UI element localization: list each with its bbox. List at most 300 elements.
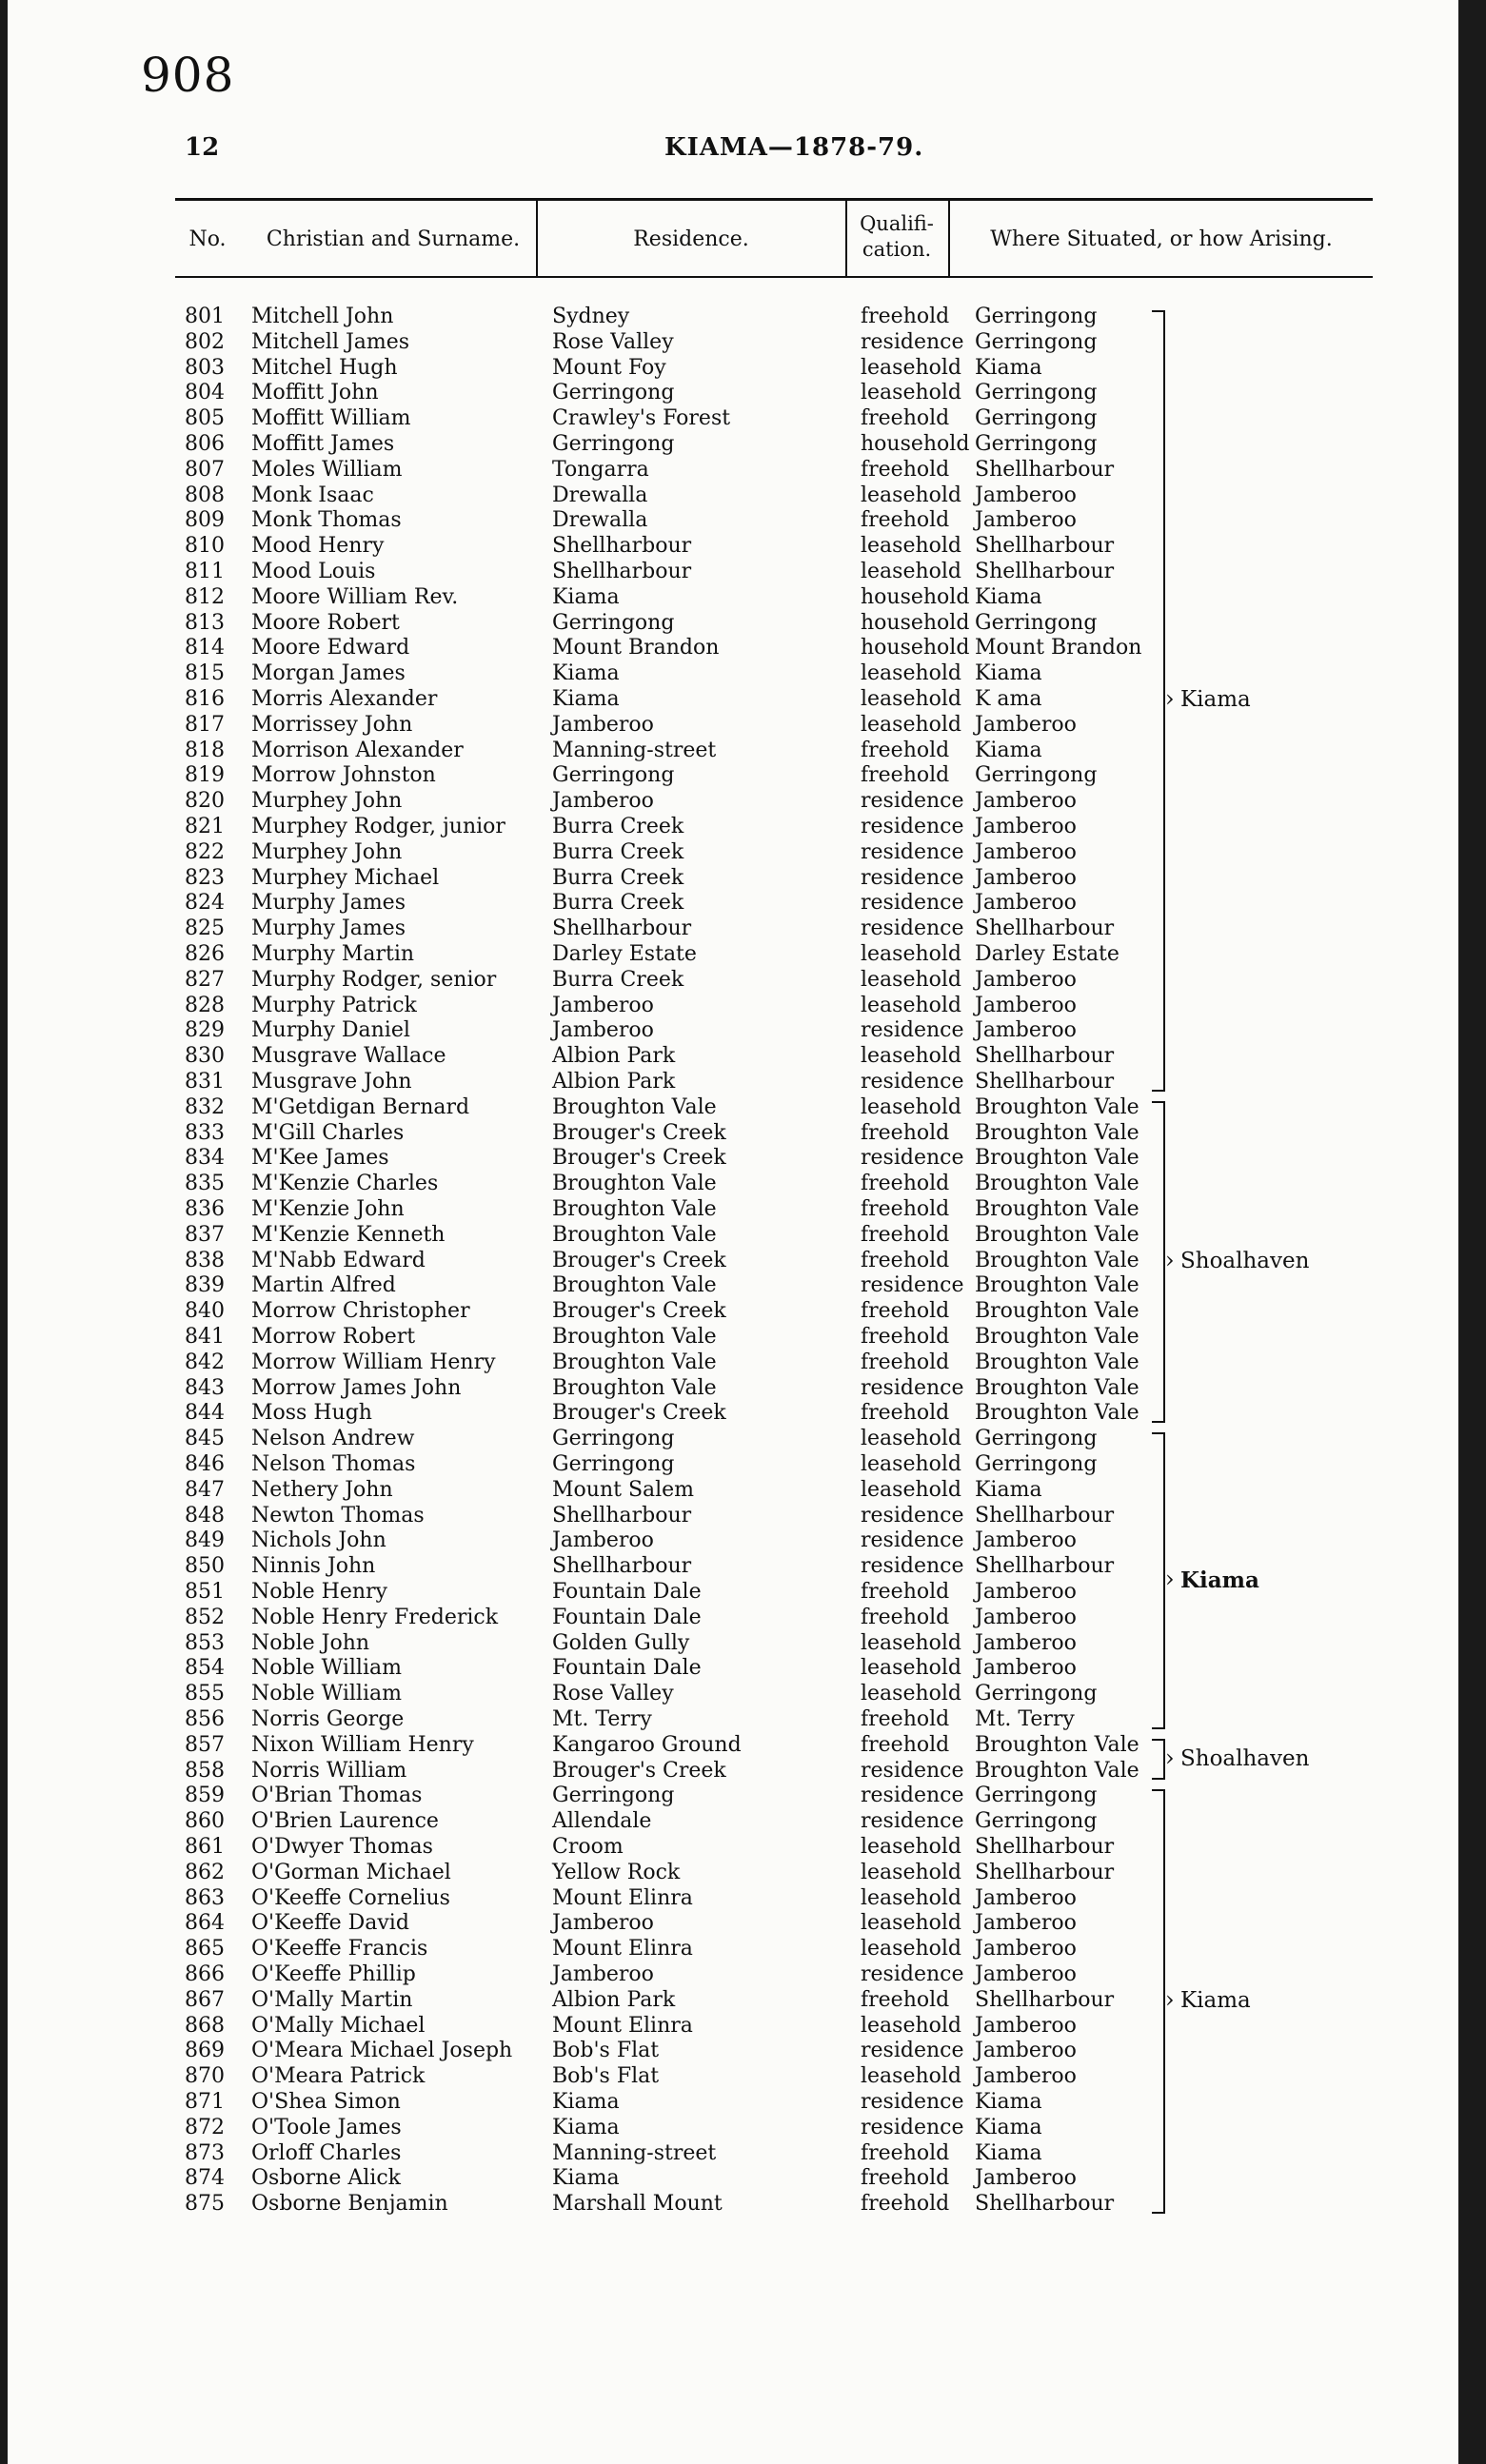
qualification: residence [861,891,964,916]
table-row [8,815,1378,839]
residence: Mount Elinra [552,1885,693,1910]
bracket-hook [1152,1789,1165,1791]
voter-name: Mitchell John [251,305,394,328]
residence: Fountain Dale [552,1580,702,1604]
qualification: residence [861,1758,964,1783]
qualification: freehold [861,457,950,482]
voter-number: 843 [185,1375,225,1400]
table-row [8,483,1378,508]
residence: Burra Creek [552,891,684,916]
residence: Broughton Vale [552,1350,717,1374]
voter-name: O'Mally Michael [251,2013,426,2038]
where-situated: Broughton Vale [975,1299,1139,1324]
voter-name: Moore Edward [251,636,410,660]
table-row [8,1911,1378,1936]
qualification: residence [861,1375,964,1400]
residence: Bob's Flat [552,2064,660,2089]
residence: Brouger's Creek [552,1120,726,1145]
qualification: leasehold [861,381,962,405]
where-situated: Mount Brandon [975,636,1142,660]
voter-number: 835 [185,1172,225,1196]
residence: Kiama [552,2166,620,2191]
qualification: freehold [861,2140,950,2165]
voter-number: 872 [185,2115,225,2139]
where-situated: Gerringong [975,406,1098,431]
voter-number: 839 [185,1273,225,1298]
where-situated: Gerringong [975,1809,1098,1834]
qualification: residence [861,1018,964,1043]
voter-name: M'Kenzie Charles [251,1172,439,1196]
voter-number: 855 [185,1682,225,1706]
qualification: residence [861,865,964,890]
table-row [8,1350,1378,1375]
qualification: leasehold [861,1094,962,1119]
voter-number: 809 [185,508,225,533]
voter-number: 826 [185,942,225,966]
where-situated: Jamberoo [975,2013,1077,2038]
voter-name: Morrow James John [251,1375,462,1400]
qualification: freehold [861,1120,950,1145]
residence: Brouger's Creek [552,1299,726,1324]
residence: Broughton Vale [552,1222,717,1247]
voter-name: Ninnis John [251,1554,376,1579]
voter-name: Monk Isaac [251,483,374,507]
qualification: freehold [861,1580,950,1604]
voter-name: Nelson Thomas [251,1452,416,1476]
voter-name: M'Kenzie John [251,1197,405,1221]
voter-number: 854 [185,1656,225,1681]
qualification: leasehold [861,1630,962,1655]
where-situated: Kiama [975,1477,1042,1502]
header-divider [845,201,847,276]
qualification: residence [861,1554,964,1579]
qualification: household [861,584,970,609]
qualification: residence [861,2090,964,2114]
where-situated: Darley Estate [975,942,1119,966]
qualification: freehold [861,305,950,328]
voter-name: Noble William [251,1656,402,1681]
qualification: residence [861,2115,964,2139]
voter-number: 834 [185,1146,225,1171]
bracket-hook [1152,1778,1165,1780]
voter-name: Musgrave John [251,1070,412,1094]
table-row [8,840,1378,865]
table-row [8,458,1378,483]
where-situated: Jamberoo [975,1937,1077,1961]
qualification: freehold [861,738,950,762]
where-situated: Broughton Vale [975,1120,1139,1145]
qualification: leasehold [861,483,962,507]
table-row [8,1631,1378,1656]
where-situated: Jamberoo [975,1911,1077,1936]
where-situated: Jamberoo [975,1885,1077,1910]
voter-number: 845 [185,1427,225,1451]
residence: Jamberoo [552,1528,654,1553]
residence: Brouger's Creek [552,1146,726,1171]
voter-name: Murphey John [251,789,403,814]
residence: Kiama [552,584,620,609]
where-situated: Jamberoo [975,1630,1077,1655]
qualification: freehold [861,508,950,533]
voter-name: Murphy Martin [251,942,415,966]
residence: Mount Salem [552,1477,695,1502]
where-situated: Broughton Vale [975,1172,1139,1196]
qualification: leasehold [861,1427,962,1451]
voter-name: Osborne Alick [251,2166,401,2191]
voter-name: Murphy Daniel [251,1018,410,1043]
qualification: residence [861,917,964,941]
residence: Albion Park [552,1987,676,2012]
qualification: residence [861,1146,964,1171]
table-row [8,763,1378,788]
table-row [8,866,1378,891]
table-row [8,994,1378,1018]
qualification: freehold [861,1299,950,1324]
header-residence: Residence. [633,227,749,251]
voter-name: Nelson Andrew [251,1427,415,1451]
where-situated: Shellharbour [975,1044,1115,1069]
qualification: residence [861,815,964,838]
voter-number: 870 [185,2064,225,2089]
residence: Manning-street [552,738,717,762]
residence: Yellow Rock [552,1860,681,1884]
residence: Gerringong [552,1784,675,1808]
voter-number: 837 [185,1222,225,1247]
voter-number: 807 [185,457,225,482]
where-situated: Jamberoo [975,789,1077,814]
table-row [8,305,1378,329]
table-row [8,1962,1378,1987]
voter-number: 810 [185,534,225,559]
table-row [8,2141,1378,2166]
where-situated: Jamberoo [975,2166,1077,2191]
voter-name: Noble John [251,1630,370,1655]
qualification: freehold [861,1987,950,2012]
table-row [8,1861,1378,1885]
where-situated: Jamberoo [975,2039,1077,2063]
folio-number: 908 [141,48,235,103]
where-situated: Jamberoo [975,865,1077,890]
where-situated: Broughton Vale [975,1094,1139,1119]
voter-number: 842 [185,1350,225,1374]
table-row [8,2116,1378,2140]
residence: Drewalla [552,483,648,507]
residence: Kiama [552,661,620,686]
voter-name: O'Meara Michael Joseph [251,2039,513,2063]
voter-name: Orloff Charles [251,2140,402,2165]
where-situated: Gerringong [975,1452,1098,1476]
bracket-hook [1152,1090,1165,1092]
voter-name: Newton Thomas [251,1503,425,1528]
voter-name: O'Meara Patrick [251,2064,426,2089]
table-row [8,381,1378,405]
where-situated: Jamberoo [975,891,1077,916]
residence: Albion Park [552,1070,676,1094]
residence: Tongarra [552,457,649,482]
where-situated: Shellharbour [975,534,1115,559]
page-number: 12 [185,133,220,162]
where-situated: Shellharbour [975,917,1115,941]
table-row [8,1937,1378,1961]
where-situated: Jamberoo [975,1018,1077,1043]
where-situated: Broughton Vale [975,1248,1139,1272]
where-situated: Gerringong [975,432,1098,456]
voter-name: Murphy Patrick [251,993,417,1017]
voter-number: 801 [185,305,225,328]
voter-number: 812 [185,584,225,609]
qualification: freehold [861,1401,950,1426]
voter-number: 819 [185,763,225,788]
running-title: KIAMA—1878-79. [664,133,924,162]
voter-number: 811 [185,560,225,583]
where-situated: Jamberoo [975,1528,1077,1553]
residence: Burra Creek [552,839,684,864]
residence: Gerringong [552,381,675,405]
voter-name: Nixon William Henry [251,1732,474,1757]
table-row [8,1172,1378,1196]
voter-number: 808 [185,483,225,507]
voter-name: Morgan James [251,661,406,686]
table-row [8,661,1378,686]
voter-number: 862 [185,1860,225,1884]
qualification: leasehold [861,661,962,686]
residence: Kiama [552,2090,620,2114]
table-row [8,968,1378,993]
qualification: leasehold [861,1682,962,1706]
voter-name: Moore William Rev. [251,584,459,609]
table-row [8,560,1378,584]
table-row [8,585,1378,610]
bracket-point-icon: › [1165,1247,1175,1273]
voter-number: 822 [185,839,225,864]
qualification: freehold [861,763,950,788]
residence: Gerringong [552,432,675,456]
voter-number: 817 [185,712,225,737]
where-situated: Jamberoo [975,815,1077,838]
voter-name: Murphey Rodger, junior [251,815,505,838]
voter-number: 856 [185,1707,225,1731]
where-situated: Broughton Vale [975,1222,1139,1247]
residence: Gerringong [552,610,675,635]
table-row [8,1835,1378,1860]
voter-number: 820 [185,789,225,814]
qualification: freehold [861,1732,950,1757]
residence: Bob's Flat [552,2039,660,2063]
residence: Kangaroo Ground [552,1732,742,1757]
voter-number: 825 [185,917,225,941]
where-situated: Gerringong [975,329,1098,354]
voter-number: 869 [185,2039,225,2063]
table-row [8,1528,1378,1553]
voter-number: 858 [185,1758,225,1783]
qualification: freehold [861,1350,950,1374]
voter-name: Moffitt John [251,381,379,405]
where-situated: Kiama [975,584,1042,609]
voter-number: 833 [185,1120,225,1145]
table-row [8,1784,1378,1808]
where-situated: Jamberoo [975,993,1077,1017]
table-row [8,1325,1378,1350]
voter-name: Murphy James [251,917,406,941]
table-row [8,1452,1378,1477]
qualification: leasehold [861,1452,962,1476]
where-situated: Gerringong [975,381,1098,405]
voter-name: M'Gill Charles [251,1120,405,1145]
where-situated: Shellharbour [975,1987,1115,2012]
table-row [8,917,1378,941]
voter-name: M'Kee James [251,1146,389,1171]
qualification: leasehold [861,1656,962,1681]
qualification: freehold [861,1172,950,1196]
residence: Marshall Mount [552,2192,723,2217]
voter-number: 868 [185,2013,225,2038]
residence: Rose Valley [552,329,674,354]
voter-name: Morrow Christopher [251,1299,470,1324]
voter-name: Morrison Alexander [251,738,464,762]
residence: Shellharbour [552,1554,692,1579]
residence: Gerringong [552,763,675,788]
table-row [8,1146,1378,1171]
residence: Broughton Vale [552,1375,717,1400]
voter-name: Martin Alfred [251,1273,396,1298]
where-situated: Broughton Vale [975,1325,1139,1349]
bracket-point-icon: › [1165,1566,1175,1592]
qualification: leasehold [861,560,962,583]
qualification: freehold [861,1325,950,1349]
residence: Darley Estate [552,942,697,966]
table-row [8,739,1378,763]
residence: Broughton Vale [552,1172,717,1196]
voter-number: 821 [185,815,225,838]
where-situated: Kiama [975,738,1042,762]
voter-number: 848 [185,1503,225,1528]
residence: Jamberoo [552,1018,654,1043]
qualification: leasehold [861,1477,962,1502]
where-situated: Gerringong [975,1427,1098,1451]
voter-number: 802 [185,329,225,354]
where-situated: Jamberoo [975,2064,1077,2089]
qualification: leasehold [861,534,962,559]
voter-name: Mood Louis [251,560,376,583]
table-row [8,508,1378,533]
residence: Fountain Dale [552,1656,702,1681]
qualification: household [861,432,970,456]
bracket-hook [1152,1727,1165,1729]
header-no: No. [188,227,227,251]
voter-number: 850 [185,1554,225,1579]
voter-number: 823 [185,865,225,890]
residence: Jamberoo [552,712,654,737]
qualification: leasehold [861,1937,962,1961]
qualification: household [861,636,970,660]
table-row [8,1427,1378,1451]
table-row [8,1401,1378,1426]
voter-name: Mitchell James [251,329,410,354]
voter-number: 852 [185,1605,225,1629]
voter-number: 828 [185,993,225,1017]
voter-number: 859 [185,1784,225,1808]
where-situated: Broughton Vale [975,1350,1139,1374]
voter-number: 874 [185,2166,225,2191]
where-situated: Jamberoo [975,1656,1077,1681]
table-row [8,2039,1378,2063]
table-row [8,1044,1378,1069]
residence: Fountain Dale [552,1605,702,1629]
qualification: leasehold [861,687,962,711]
where-situated: Kiama [975,2115,1042,2139]
voter-number: 860 [185,1809,225,1834]
residence: Broughton Vale [552,1094,717,1119]
table-row [8,636,1378,660]
voter-name: Noble Henry Frederick [251,1605,499,1629]
where-situated: Shellharbour [975,1554,1115,1579]
voter-number: 867 [185,1987,225,2012]
voter-name: Moss Hugh [251,1401,372,1426]
voter-name: Osborne Benjamin [251,2192,448,2217]
residence: Drewalla [552,508,648,533]
voter-name: Morrissey John [251,712,413,737]
table-row [8,891,1378,916]
residence: Jamberoo [552,1911,654,1936]
where-situated: Kiama [975,2090,1042,2114]
qualification: residence [861,1962,964,1986]
residence: Mount Elinra [552,1937,693,1961]
residence: Broughton Vale [552,1273,717,1298]
bracket-hook [1152,1432,1165,1434]
voter-name: M'Kenzie Kenneth [251,1222,446,1247]
qualification: residence [861,1784,964,1808]
voter-name: Musgrave Wallace [251,1044,446,1069]
voter-name: O'Dwyer Thomas [251,1835,433,1859]
table-row [8,2064,1378,2089]
residence: Shellharbour [552,917,692,941]
voter-name: Monk Thomas [251,508,402,533]
qualification: residence [861,1070,964,1094]
table-row [8,1682,1378,1706]
table-row [8,1299,1378,1324]
where-situated: Broughton Vale [975,1273,1139,1298]
residence: Croom [552,1835,624,1859]
residence: Kiama [552,687,620,711]
table-row [8,1606,1378,1630]
table-row [8,789,1378,814]
table-row [8,1376,1378,1401]
voter-name: Norris George [251,1707,405,1731]
voter-name: Morrow William Henry [251,1350,496,1374]
voter-number: 864 [185,1911,225,1936]
qualification: leasehold [861,1885,962,1910]
voter-number: 832 [185,1094,225,1119]
where-situated: Broughton Vale [975,1401,1139,1426]
voter-name: Mood Henry [251,534,385,559]
voter-name: Murphey Michael [251,865,440,890]
qualification: residence [861,1503,964,1528]
table-row [8,1223,1378,1248]
voter-number: 803 [185,355,225,380]
qualification: freehold [861,1707,950,1731]
table-row [8,2090,1378,2115]
document-page [8,0,1458,2464]
where-situated: Jamberoo [975,839,1077,864]
where-situated: Jamberoo [975,483,1077,507]
residence: Allendale [552,1809,652,1834]
voter-name: O'Toole James [251,2115,402,2139]
qualification: freehold [861,1605,950,1629]
residence: Crawley's Forest [552,406,731,431]
where-situated: Shellharbour [975,2192,1115,2217]
voter-name: Moffitt James [251,432,395,456]
voter-name: O'Keeffe Cornelius [251,1885,450,1910]
